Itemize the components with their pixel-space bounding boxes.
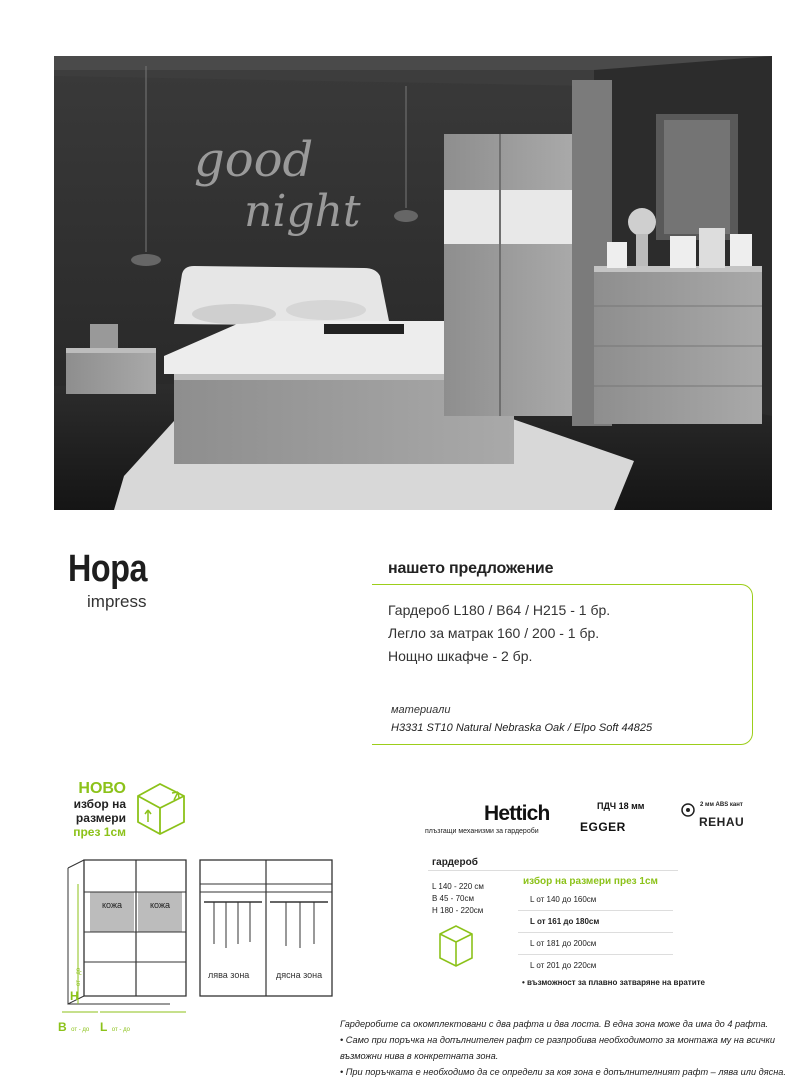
- materials-value: H3331 ST10 Natural Nebraska Oak / Elpo Soft 44825: [391, 722, 653, 734]
- note-line: възможни нива в конкретната зона.: [340, 1051, 499, 1061]
- wall-text-night: night: [244, 186, 361, 237]
- new-line-2: размери: [75, 811, 126, 825]
- soft-close-note: • възможност за плавно затваряне на вратите: [522, 978, 705, 987]
- hettich-subtitle: плъзгащи механизми за гардероби: [425, 828, 539, 835]
- brand-title: Нора: [68, 548, 148, 590]
- pdch-label: ПДЧ 18 мм: [597, 801, 645, 811]
- offer-heading: нашето предложение: [388, 560, 554, 577]
- zone-right-label: дясна зона: [276, 970, 323, 980]
- wardrobe-title: гардероб: [432, 857, 478, 868]
- size-choice-row: L от 201 до 220см: [530, 961, 597, 970]
- hettich-logo: Hettich: [484, 802, 550, 825]
- panel-label-right: кожа: [150, 900, 170, 910]
- dim-h-letter: H: [70, 989, 79, 1003]
- new-sizes-badge: [66, 780, 126, 839]
- wardrobe-dimensions: [432, 881, 484, 917]
- new-line-1: избор на: [73, 797, 126, 811]
- new-title: НОВО: [78, 780, 126, 797]
- brand-subtitle: impress: [87, 592, 147, 611]
- offer-item: Гардероб L180 / B64 / H215 - 1 бр.: [388, 602, 611, 618]
- zone-left-label: лява зона: [208, 970, 250, 980]
- dim-b-range: от - до: [71, 1027, 90, 1033]
- dim-b-letter: B: [58, 1020, 67, 1034]
- dim-l-letter: L: [100, 1020, 108, 1034]
- abs-edge-label: 2 мм ABS кант: [700, 802, 743, 808]
- wardrobe-front-diagram: [54, 850, 194, 1020]
- note-line: Гардеробите са окомплектовани с два рафта и два лоста. В една зона може да има до 4 рафта.: [340, 1019, 769, 1029]
- dim-row: H 180 - 220см: [432, 906, 484, 915]
- size-choice-list: [518, 889, 673, 977]
- size-choice-row: L от 140 до 160см: [518, 889, 673, 911]
- cube-icon: [436, 922, 476, 970]
- dim-l-label: [100, 1018, 130, 1036]
- dim-b-label: [58, 1018, 89, 1036]
- divider: [428, 870, 678, 871]
- bedroom-photo: [54, 56, 772, 510]
- offer-item: Легло за матрак 160 / 200 - 1 бр.: [388, 625, 600, 641]
- materials-label: материали: [391, 704, 451, 716]
- offer-list: [388, 599, 610, 668]
- note-line: • Само при поръчка на допълнителен рафт се разпробива необходимото за монтажа му на всички: [340, 1035, 776, 1045]
- cube-resize-icon: [132, 780, 190, 838]
- panel-label-left: кожа: [102, 900, 122, 910]
- dim-row: L 140 - 220 см: [432, 882, 484, 891]
- size-choice-row: L от 161 до 180см: [518, 911, 673, 933]
- dim-l-range: от - до: [111, 1027, 130, 1033]
- wardrobe-inside-diagram: [196, 858, 336, 998]
- offer-item: Нощно шкафче - 2 бр.: [388, 648, 533, 664]
- size-choice-title: избор на размери през 1см: [523, 876, 658, 887]
- note-line: • При поръчката е необходимо да се определи за коя зона е допълнителният рафт – лява или дясна.: [340, 1067, 786, 1077]
- footnotes: [340, 1016, 786, 1080]
- brand-block: [68, 548, 161, 611]
- rehau-logo: REHAU: [699, 815, 745, 829]
- rehau-symbol-icon: [680, 802, 696, 818]
- dim-h-range: от - до: [76, 967, 82, 986]
- egger-logo: EGGER: [580, 820, 626, 834]
- new-line-3: през 1см: [73, 825, 126, 839]
- size-choice-row: L от 181 до 200см: [518, 933, 673, 955]
- dim-row: B 45 - 70см: [432, 894, 474, 903]
- wall-text-good: good: [194, 132, 314, 188]
